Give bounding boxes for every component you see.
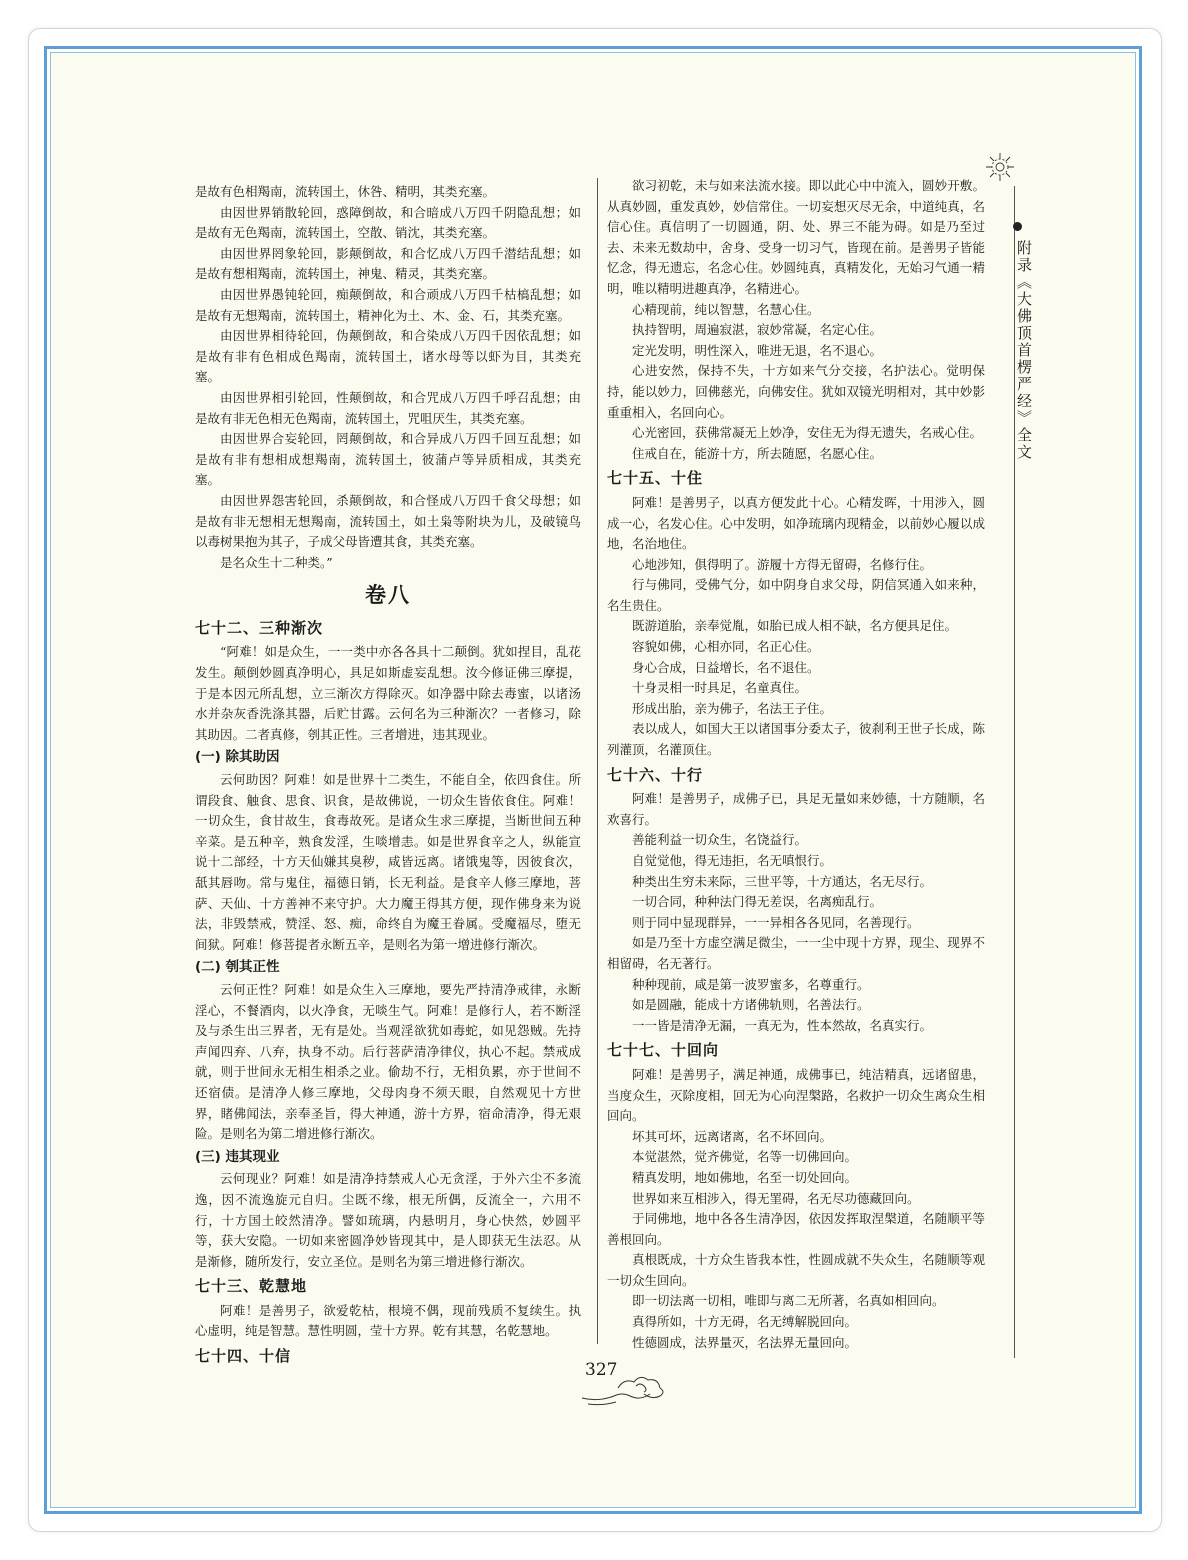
paragraph: 云何助因？阿难！如是世界十二类生，不能自全，依四食住。所谓段食、触食、思食、识食，是故佛说，一切众生皆依食住。阿难！一切众生，食甘故生，食毒故死。是诸众生求三摩提，当断世间五种辛菜。是五种辛，熟食发淫，生啖增恚。如是世界食辛之人，纵能宣说十二部经，十方天仙嫌其臭秽，咸皆远离。诸饿鬼等，因彼食次，舐其唇吻。常与鬼住，福德日销，长无利益。是食辛人修三摩地，菩萨、天仙、十方善神不来守护。大力魔王得其方便，现作佛身来为说法，非毁禁戒，赞淫、怒、痴，命终自为魔王眷属。受魔福尽，堕无间狱。阿难！修菩提者永断五辛，是则名为第一增进修行渐次。 (195, 772, 581, 952)
section-heading: 七十四、十信 (195, 1347, 292, 1366)
paragraph: 种类出生穷未来际，三世平等，十方通达，名无尽行。 (632, 873, 933, 889)
paragraph: 坏其可坏，远离诸离，名不坏回向。 (632, 1128, 833, 1144)
paragraph: 执持智明，周遍寂湛，寂妙常凝，名定心住。 (632, 322, 883, 338)
subsection-heading: (三) 违其现业 (195, 1148, 280, 1165)
paragraph: 由因世界相引轮回，性颠倒故，和合咒成八万四千呼召乱想；由是故有非无色相无色羯南，流转国土，咒咀厌生，其类充塞。 (195, 389, 581, 426)
paragraph: “阿难！如是众生，一一类中亦各各具十二颠倒。犹如捏目，乱花发生。颠倒妙圆真净明心，具足如斯虚妄乱想。汝今修证佛三摩提，于是本因元所乱想，立三渐次方得除灭。如净器中除去毒蜜，以诸汤水并杂灰香洗涤其器，后贮甘露。云何名为三种渐次？一者修习，除其助因。二者真修，刳其正性。三者增进，违其现业。 (195, 644, 581, 742)
volume-title: 卷八 (365, 583, 411, 608)
paragraph: 精真发明，地如佛地，名至一切处回向。 (632, 1169, 858, 1185)
section-heading: 七十七、十回向 (607, 1041, 720, 1060)
paragraph: 如是乃至十方虚空满足微尘，一一尘中现十方界，现尘、现界不相留碍，名无著行。 (607, 935, 985, 971)
paragraph: 真得所如，十方无碍，名无缚解脱回向。 (632, 1314, 858, 1330)
flower-ornament-icon (983, 150, 1017, 184)
page-number: 327 (585, 1360, 618, 1380)
paragraph: 表以成人，如国大王以诸国事分委太子，彼刹利王世子长成，陈列灌顶，名灌顶住。 (607, 721, 985, 758)
paragraph: 心进安然，保持不失，十方如来气分交接，名护法心。觉明保持，能以妙力，回佛慈光，向佛安住。犹如双镜光明相对，其中妙影重重相入，名回向心。 (607, 363, 985, 420)
paragraph: 善能利益一切众生，名饶益行。 (632, 832, 808, 848)
paragraph: 云何正性？阿难！如是众生入三摩地，要先严持清净戒律，永断淫心，不餐酒肉，以火净食，无啖生气。阿难！是修行人，若不断淫及与杀生出三界者，无有是处。当观淫欲犹如毒蛇，如见怨贼。先持声闻四弃、八弃，执身不动。后行菩萨清净律仪，执心不起。禁戒成就，则于世间永无相生相杀之业。偷劫不行，无相负累，亦于世间不还宿债。是清净人修三摩地，父母肉身不须天眼，自然观见十方世界，睹佛闻法，亲奉圣旨，得大神通，游十方界，宿命清净，得无艰险。是则名为第二增进修行渐次。 (195, 981, 581, 1142)
paragraph: 阿难！是善男子，成佛子已，具足无量如来妙德，十方随顺，名欢喜行。 (607, 791, 985, 827)
paragraph: 云何现业？阿难！如是清净持禁戒人心无贪淫，于外六尘不多流逸，因不流逸旋元自归。尘既不缘，根无所偶，反流全一，六用不行，十方国土皎然清净。譬如琉璃，内悬明月，身心快然，妙圆平等，获大安隐。一切如来密圆净妙皆现其中，是人即获无生法忍。从是渐修，随所发行，安立圣位。是则名为第三增进修行渐次。 (195, 1171, 581, 1269)
paragraph: 阿难！是善男子，满足神通，成佛事已，纯洁精真，远诸留患，当度众生，灭除度相，回无为心向涅槃路，名救护一切众生离众生相回向。 (607, 1066, 985, 1124)
paragraph: 定光发明，明性深入，唯进无退，名不退心。 (632, 342, 883, 358)
section-heading: 七十二、三种渐次 (195, 618, 324, 637)
running-title: 附录《大佛顶首楞严经》全文 (1015, 240, 1033, 461)
paragraph: 世界如来互相涉入，得无罣碍，名无尽功德藏回向。 (632, 1190, 920, 1206)
paragraph: 则于同中显现群异，一一异相各各见同，名善现行。 (632, 914, 920, 930)
paragraph: 形成出胎，亲为佛子，名法王子住。 (632, 700, 833, 716)
paragraph: 十身灵相一时具足，名童真住。 (632, 680, 808, 696)
paragraph: 容貌如佛，心相亦同，名正心住。 (632, 639, 820, 655)
paragraph: 一一皆是清净无漏，一真无为，性本然故，名真实行。 (632, 1017, 933, 1033)
paragraph: 身心合成，日益增长，名不退住。 (632, 659, 820, 675)
paragraph: 由因世界愚钝轮回，痴颠倒故，和合顽成八万四千枯槁乱想；如是故有无想羯南，流转国土，精神化为土、木、金、石，其类充塞。 (195, 286, 581, 323)
paragraph: 于同佛地，地中各各生清净因，依因发挥取涅槃道，名随顺平等善根回向。 (607, 1211, 985, 1247)
paragraph: 阿难！是善男子，以真方便发此十心。心精发晖，十用涉入，圆成一心，名发心住。心中发明，如净琉璃内现精金，以前妙心履以成地，名治地住。 (607, 494, 985, 552)
paragraph: 心地涉知，俱得明了。游履十方得无留碍，名修行住。 (632, 556, 933, 572)
paragraph: 既游道胎，亲奉觉胤，如胎已成人相不缺，名方便具足住。 (632, 618, 958, 634)
paragraph: 阿难！是善男子，欲爱乾枯，根境不偶，现前残质不复续生。执心虚明，纯是智慧。慧性明圆，莹十方界。乾有其慧，名乾慧地。 (195, 1302, 581, 1339)
paragraph: 欲习初乾，未与如来法流水接。即以此心中中流入，圆妙开敷。从真妙圆，重发真妙，妙信常住。一切妄想灭尽无余，中道纯真，名信心住。真信明了一切圆通，阴、处、界三不能为碍。如是乃至过去、未来无数劫中，舍身、受身一切习气，皆现在前。是善男子皆能忆念，得无遗忘，名念心住。妙圆纯真，真精发化，无始习气通一精明，唯以精明进趣真净，名精进心。 (607, 178, 985, 296)
paragraph: 心光密回，获佛常凝无上妙净，安住无为得无遗失，名戒心住。 (632, 425, 983, 441)
paragraph: 是名众生十二种类。” (220, 554, 333, 570)
paragraph: 由因世界相待轮回，伪颠倒故，和合染成八万四千因依乱想；如是故有非有色相成色羯南，流转国土，诸水母等以虾为目，其类充塞。 (195, 328, 581, 385)
section-heading: 七十三、乾慧地 (195, 1277, 308, 1296)
paragraph: 是故有色相羯南，流转国土，休咎、精明，其类充塞。 (195, 184, 496, 199)
paragraph: 住戒自在，能游十方，所去随愿，名愿心住。 (632, 445, 883, 461)
paragraph: 即一切法离一切相，唯即与离二无所著，名真如相回向。 (632, 1293, 945, 1309)
cloud-ornament-icon (578, 1368, 670, 1408)
paragraph: 一切合同，种种法门得无差误，名离痴乱行。 (632, 894, 883, 910)
right-text-column (607, 176, 985, 1353)
bullet-dot-icon (1013, 222, 1022, 231)
paragraph: 本觉湛然，觉齐佛觉，名等一切佛回向。 (632, 1149, 858, 1165)
paragraph: 由因世界怨害轮回，杀颠倒故，和合怪成八万四千食父母想；如是故有非无想相无想羯南，流转国土，如土枭等附块为儿，及破镜鸟以毒树果抱为其子，子成父母皆遭其食，其类充塞。 (195, 492, 581, 550)
paragraph: 真根既成，十方众生皆我本性，性圆成就不失众生，名随顺等观一切众生回向。 (607, 1252, 985, 1288)
paragraph: 心精现前，纯以智慧，名慧心住。 (632, 301, 820, 317)
paragraph: 自觉觉他，得无违拒，名无嗔恨行。 (632, 853, 833, 868)
column-divider (597, 178, 598, 1344)
subsection-heading: (一) 除其助因 (195, 749, 280, 766)
paragraph: 由因世界合妄轮回，罔颠倒故，和合异成八万四千回互乱想；如是故有非有想相成想羯南，流转国土，彼蒲卢等异质相成，其类充塞。 (195, 431, 581, 488)
paragraph: 由因世界销散轮回，惑障倒故，和合暗成八万四千阴隐乱想；如是故有无色羯南，流转国土，空散、销沈，其类充塞。 (195, 204, 581, 241)
section-heading: 七十六、十行 (607, 765, 704, 784)
paragraph: 性德圆成，法界量灭，名法界无量回向。 (632, 1334, 858, 1350)
paragraph: 由因世界罔象轮回，影颠倒故，和合忆成八万四千潜结乱想；如是故有想相羯南，流转国土，神鬼、精灵，其类充塞。 (195, 245, 581, 282)
paragraph: 行与佛同，受佛气分，如中阴身自求父母，阴信冥通入如来种，名生贵住。 (607, 577, 985, 613)
left-text-column (195, 182, 581, 1371)
section-heading: 七十五、十住 (607, 469, 704, 488)
paragraph: 种种现前，咸是第一波罗蜜多，名尊重行。 (632, 976, 870, 992)
subsection-heading: (二) 刳其正性 (195, 959, 280, 976)
paragraph: 如是圆融，能成十方诸佛轨则，名善法行。 (632, 997, 870, 1013)
